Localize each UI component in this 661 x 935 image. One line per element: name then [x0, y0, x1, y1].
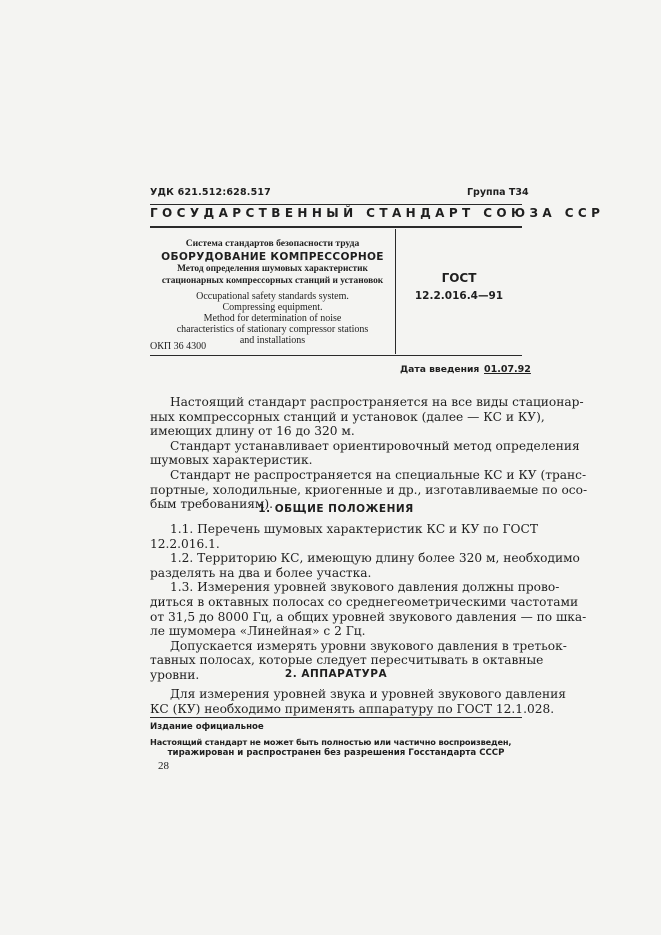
standard-title: ГОСУДАРСТВЕННЫЙ СТАНДАРТ СОЮЗА ССР	[150, 206, 605, 220]
intro-line: Стандарт не распространяется на специальные КС и КУ (транс-	[170, 467, 587, 482]
english-title-line-2: Compressing equipment.	[222, 302, 323, 313]
method-ru-line-1: Метод определения шумовых характеристик	[177, 264, 368, 274]
equipment-name: ОБОРУДОВАНИЕ КОМПРЕССОРНОЕ	[161, 251, 384, 263]
intro-date-value: 01.07.92	[484, 364, 531, 375]
section-1-heading: 1. ОБЩИЕ ПОЛОЖЕНИЯ	[258, 503, 414, 515]
intro-line: ных компрессорных станций и установок (далее — КС и КУ),	[150, 409, 545, 424]
reproduction-notice-line-2: тиражирован и распространен без разрешения Госстандарта СССР	[167, 748, 505, 758]
english-title-line-4: characteristics of stationary compressor stations	[176, 324, 369, 335]
english-title-line-3: Method for determination of noise	[203, 313, 342, 324]
section-1-line: разделять на два и более участка.	[150, 565, 372, 580]
section-1-line: тавных полосах, которые следует пересчитывать в октавные	[150, 653, 544, 668]
section-1-text	[150, 522, 587, 683]
section-1-line: уровни.	[150, 667, 200, 682]
intro-line: Стандарт устанавливает ориентировочный метод определения	[170, 438, 580, 453]
section-1-line: Допускается измерять уровни звукового давления в третьок-	[170, 638, 567, 653]
system-name: Система стандартов безопасности труда	[185, 238, 360, 249]
section-1-line: 1.2. Территорию КС, имеющую длину более 320 м, необходимо	[170, 551, 580, 566]
intro-text	[150, 395, 588, 512]
group-code: Группа Т34	[467, 187, 529, 198]
intro-line: имеющих длину от 16 до 320 м.	[150, 424, 355, 439]
section-2-line: КС (КУ) необходимо применять аппаратуру по ГОСТ 12.1.028.	[150, 701, 555, 716]
method-ru-line-2: стационарных компрессорных станций и установок	[161, 276, 384, 286]
section-1-line: 1.1. Перечень шумовых характеристик КС и КУ по ГОСТ	[170, 522, 538, 536]
intro-date-label: Дата введения	[400, 364, 480, 375]
page-number: 28	[158, 760, 169, 772]
intro-line: Настоящий стандарт распространяется на все виды стационар-	[170, 395, 584, 409]
english-title-line-5: and installations	[239, 335, 306, 346]
title-block-bottom-rule	[150, 355, 522, 356]
section-2-heading: 2. АППАРАТУРА	[284, 668, 388, 680]
official-edition: Издание официальное	[150, 722, 264, 732]
section-1-line: от 31,5 до 8000 Гц, а общих уровней звукового давления — по шка-	[150, 609, 587, 624]
gost-label: ГОСТ	[441, 271, 477, 285]
intro-line: шумовых характеристик.	[150, 453, 313, 468]
header-top-rule	[150, 204, 522, 205]
section-1-line: диться в октавных полосах со среднегеометрическими частотами	[150, 594, 579, 609]
section-1-line: ле шумомера «Линейная» с 2 Гц.	[150, 624, 366, 639]
reproduction-notice-line-1: Настоящий стандарт не может быть полностью или частично воспроизведен,	[150, 737, 512, 747]
section-1-line: 12.2.016.1.	[150, 536, 220, 551]
okp-code: ОКП 36 4300	[150, 341, 207, 352]
english-title-line-1: Occupational safety standards system.	[196, 291, 349, 302]
footer-rule	[150, 717, 522, 718]
udk-code: УДК 621.512:628.517	[150, 187, 271, 198]
section-2-text	[150, 687, 566, 716]
intro-line: портные, холодильные, криогенные и др., изготавливаемые по осо-	[150, 482, 588, 497]
intro-line: бым требованиям).	[150, 497, 273, 512]
header-bottom-rule	[150, 226, 522, 228]
section-1-line: 1.3. Измерения уровней звукового давления должны прово-	[170, 580, 560, 595]
gost-number: 12.2.016.4—91	[414, 290, 504, 302]
section-2-line: Для измерения уровней звука и уровней звукового давления	[170, 687, 566, 701]
